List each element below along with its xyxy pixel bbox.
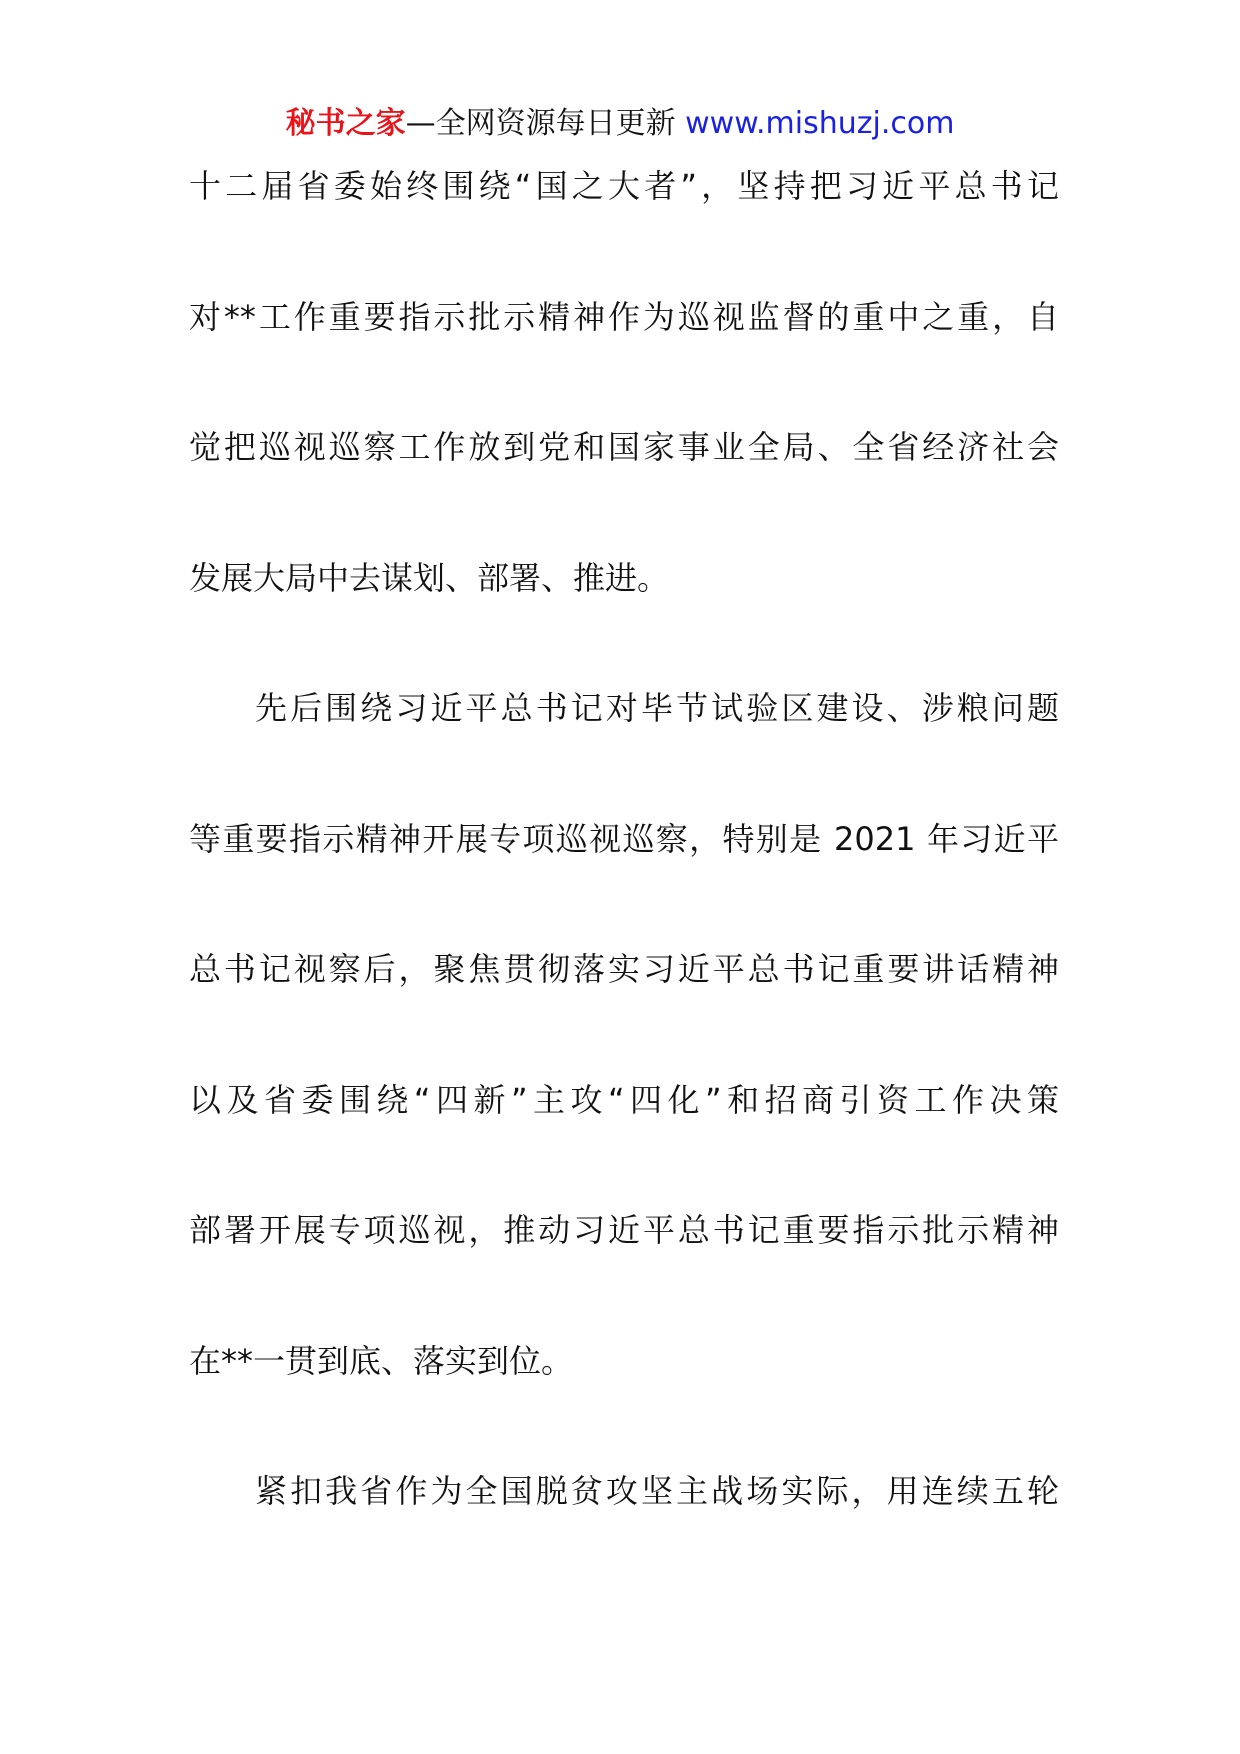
header-tagline: —全网资源每日更新 (405, 106, 676, 141)
text-line: 在**一贯到底、落实到位。 (189, 1341, 574, 1380)
paragraph-start-line: 先后围绕习近平总书记对毕节试验区建设、涉粮问题 (255, 689, 1059, 727)
page-header (0, 102, 1240, 146)
text-line: 发展大局中去谋划、部署、推进。 (189, 558, 670, 597)
text-line: 觉把巡视巡察工作放到党和国家事业全局、全省经济社会 (189, 428, 1059, 466)
text-line: 等重要指示精神开展专项巡视巡察，特别是 2021 年习近平 (189, 819, 1059, 858)
brand-name: 秘书之家 (285, 106, 406, 141)
text-line: 以及省委围绕“四新”主攻“四化”和招商引资工作决策 (189, 1080, 1059, 1119)
text-line: 部署开展专项巡视，推动习近平总书记重要指示批示精神 (189, 1211, 1059, 1249)
text-line: 对**工作重要指示批示精神作为巡视监督的重中之重，自 (189, 297, 1059, 336)
website-url[interactable]: www.mishuzj.com (685, 106, 955, 141)
paragraph-start-line: 紧扣我省作为全国脱贫攻坚主战场实际，用连续五轮 (255, 1472, 1059, 1510)
text-line: 十二届省委始终围绕“国之大者”，坚持把习近平总书记 (189, 167, 1059, 205)
text-line: 总书记视察后，聚焦贯彻落实习近平总书记重要讲话精神 (189, 950, 1059, 988)
document-body (189, 156, 1059, 1592)
